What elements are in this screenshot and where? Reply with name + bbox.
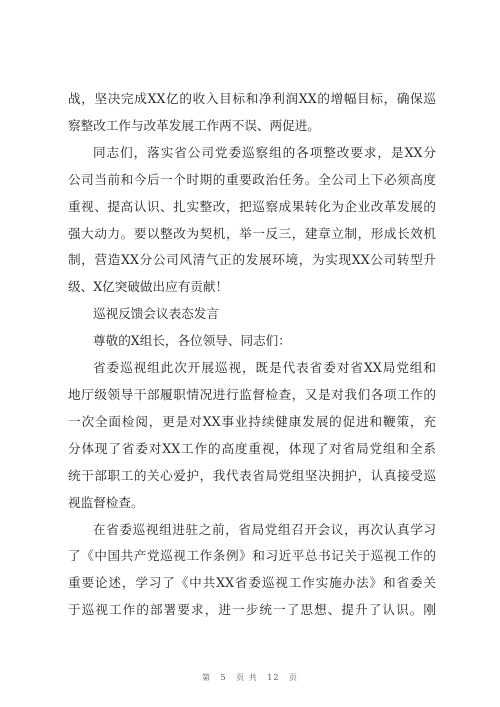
paragraph-closing-remarks [68,140,436,301]
footer-label: 第 [201,673,211,682]
paragraph-continuation [68,86,436,140]
heading-text: 巡视反馈会议表态发言 [93,306,219,322]
text-line: 重要论述，学习了《中共XX省委巡视工作实施办法》和省委关 [68,575,436,591]
text-line: 公司当前和今后一个时期的重要政治任务。全公司上下必须高度 [68,171,436,187]
paragraph-inspection [68,355,436,516]
text-line: 分体现了省委对XX工作的高度重视，体现了对省局党组和全系 [68,440,436,456]
text-line: 察整改工作与改革发展工作两不误、两促进。 [68,117,320,133]
page-footer [0,672,500,683]
text-line: 制，营造XX分公司风清气正的发展环境，为实现XX公司转型升 [68,252,436,268]
text-line: 重视、提高认识、扎实整改，把巡察成果转化为企业改革发展的 [68,198,436,214]
text-line: 了《中国共产党巡视工作条例》和习近平总书记关于巡视工作的 [68,548,436,564]
salutation [68,328,436,355]
text-line: 强大动力。要以整改为契机，举一反三，建章立制，形成长效机 [68,225,436,241]
document-body [68,86,436,624]
text-line: 地厅级领导干部履职情况进行监督检查，又是对我们各项工作的 [68,386,436,402]
text-line: 一次全面检阅，更是对XX事业持续健康发展的促进和鞭策，充 [68,413,436,429]
footer-label: 页 [289,673,298,682]
page-number-current: 5 [220,673,227,682]
text-line: 统干部职工的关心爱护，我代表省局党组坚决拥护，认真接受巡 [68,467,436,483]
salutation-text: 尊敬的X组长，各位领导、同志们： [93,333,291,349]
paragraph-study [68,517,436,625]
footer-label: 页 共 [236,673,258,682]
text-line: 战，坚决完成XX亿的收入目标和净利润XX的增幅目标，确保巡 [68,91,436,106]
text-line: 在省委巡视组进驻之前，省局党组召开会议，再次认真学习 [93,521,436,537]
text-line: 级、X亿突破做出应有贡献！ [68,279,229,295]
section-heading [68,301,436,328]
page-number-total: 12 [267,673,280,682]
text-line: 省委巡视组此次开展巡视，既是代表省委对省XX局党组和 [93,360,436,376]
text-line: 视监督检查。 [68,494,144,510]
text-line: 于巡视工作的部署要求，进一步统一了思想、提升了认识。刚 [68,602,436,618]
text-line: 同志们，落实省公司党委巡察组的各项整改要求，是XX分 [93,144,436,160]
